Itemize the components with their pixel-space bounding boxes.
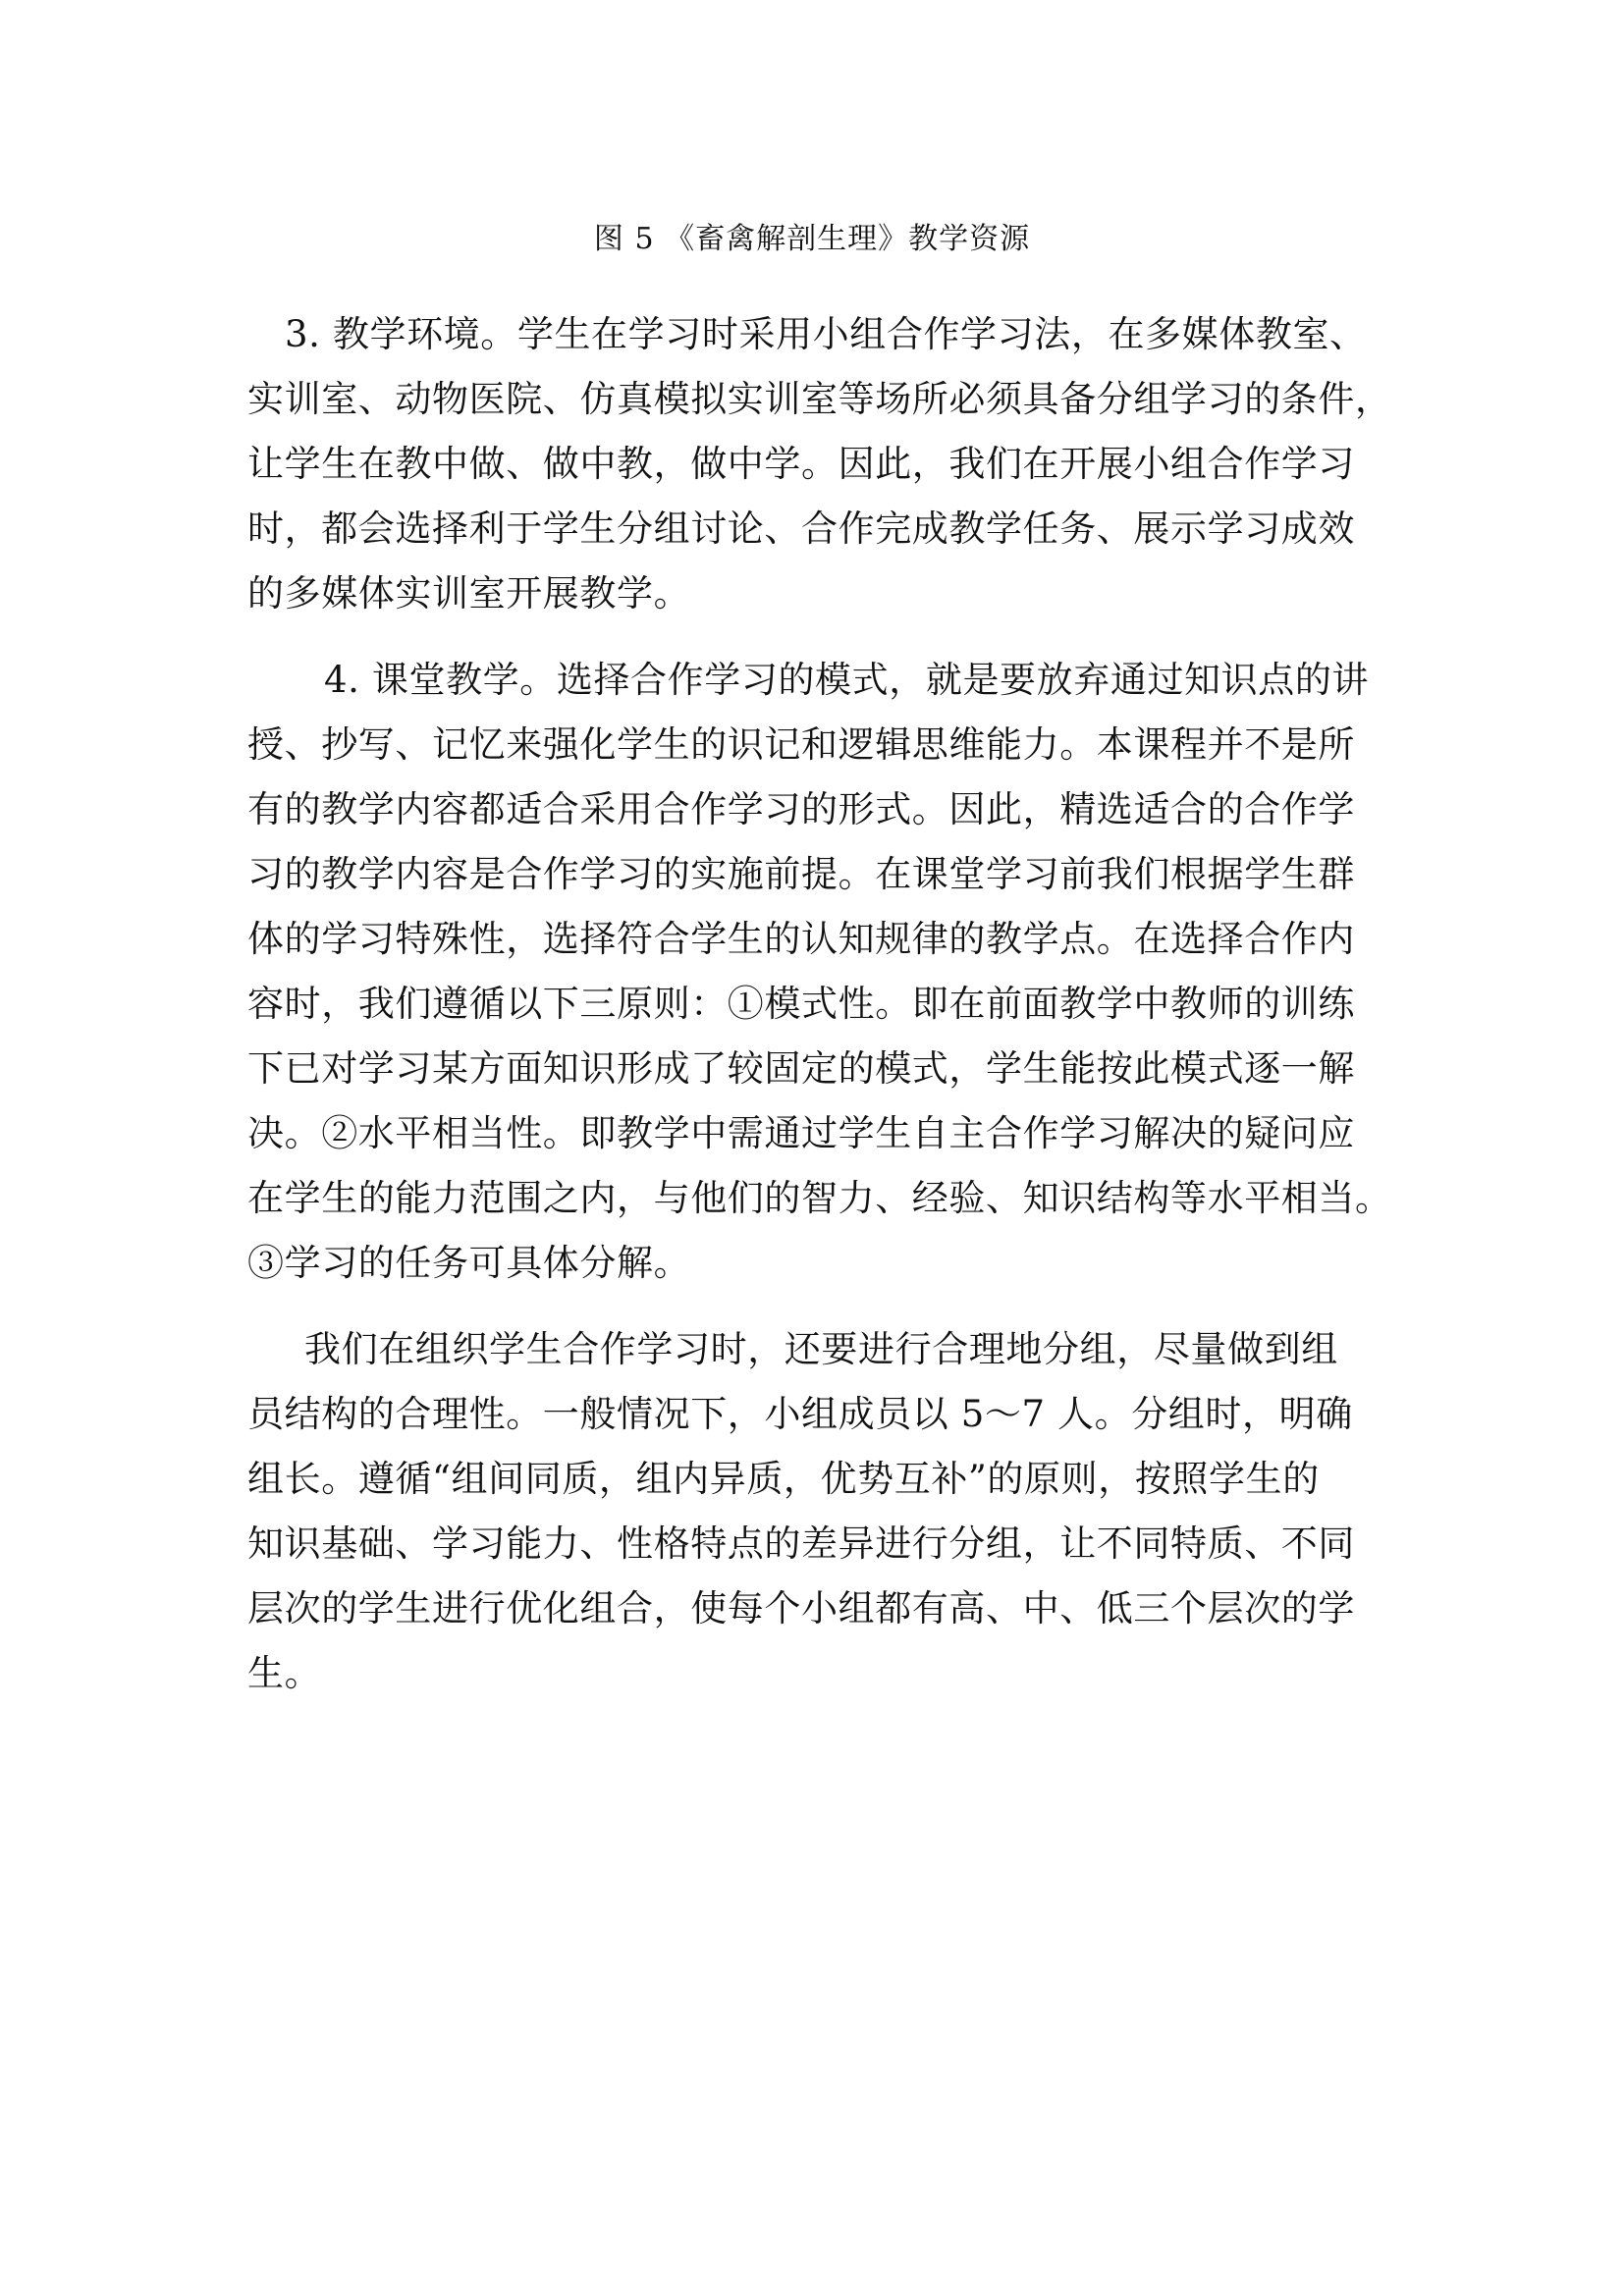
paragraph-2-line-8: 决。②水平相当性。即教学中需通过学生自主合作学习解决的疑问应 (247, 1112, 1355, 1154)
paragraph-2-line-3: 有的教学内容都适合采用合作学习的形式。因此，精选适合的合作学 (247, 788, 1355, 830)
paragraph-3-line-5: 层次的学生进行优化组合，使每个小组都有高、中、低三个层次的学 (247, 1587, 1355, 1629)
paragraph-3-line-2: 员结构的合理性。一般情况下，小组成员以 5～7 人。分组时，明确 (247, 1393, 1353, 1435)
paragraph-2-line-10: ③学习的任务可具体分解。 (247, 1242, 691, 1284)
paragraph-1-line-4: 时，都会选择利于学生分组讨论、合作完成教学任务、展示学习成效 (247, 507, 1355, 550)
paragraph-2-line-4: 习的教学内容是合作学习的实施前提。在课堂学习前我们根据学生群 (247, 853, 1355, 895)
paragraph-2-line-1: 4. 课堂教学。选择合作学习的模式，就是要放弃通过知识点的讲 (324, 659, 1370, 701)
paragraph-2-line-7: 下已对学习某方面知识形成了较固定的模式，学生能按此模式逐一解 (247, 1047, 1355, 1090)
paragraph-3-line-6: 生。 (247, 1652, 322, 1694)
paragraph-1-line-2: 实训室、动物医院、仿真模拟实训室等场所必须具备分组学习的条件， (247, 378, 1392, 420)
paragraph-2-line-2: 授、抄写、记忆来强化学生的识记和逻辑思维能力。本课程并不是所 (247, 723, 1355, 766)
paragraph-3-line-1: 我们在组织学生合作学习时，还要进行合理地分组，尽量做到组 (304, 1328, 1338, 1370)
paragraph-1-line-3: 让学生在教中做、做中教，做中学。因此，我们在开展小组合作学习 (247, 443, 1355, 485)
paragraph-1-line-1: 3. 教学环境。学生在学习时采用小组合作学习法，在多媒体教室、 (285, 313, 1367, 355)
paragraph-2-line-5: 体的学习特殊性，选择符合学生的认知规律的教学点。在选择合作内 (247, 918, 1355, 960)
paragraph-1-line-5: 的多媒体实训室开展教学。 (247, 572, 691, 614)
paragraph-3-line-3: 组长。遵循“组间同质，组内异质，优势互补”的原则，按照学生的 (247, 1458, 1320, 1500)
paragraph-2-line-6: 容时，我们遵循以下三原则：①模式性。即在前面教学中教师的训练 (247, 983, 1355, 1025)
paragraph-3-line-4: 知识基础、学习能力、性格特点的差异进行分组，让不同特质、不同 (247, 1522, 1355, 1565)
paragraph-2-line-9: 在学生的能力范围之内，与他们的智力、经验、知识结构等水平相当。 (247, 1177, 1392, 1219)
figure-caption: 图 5 《畜禽解剖生理》教学资源 (593, 222, 1031, 256)
